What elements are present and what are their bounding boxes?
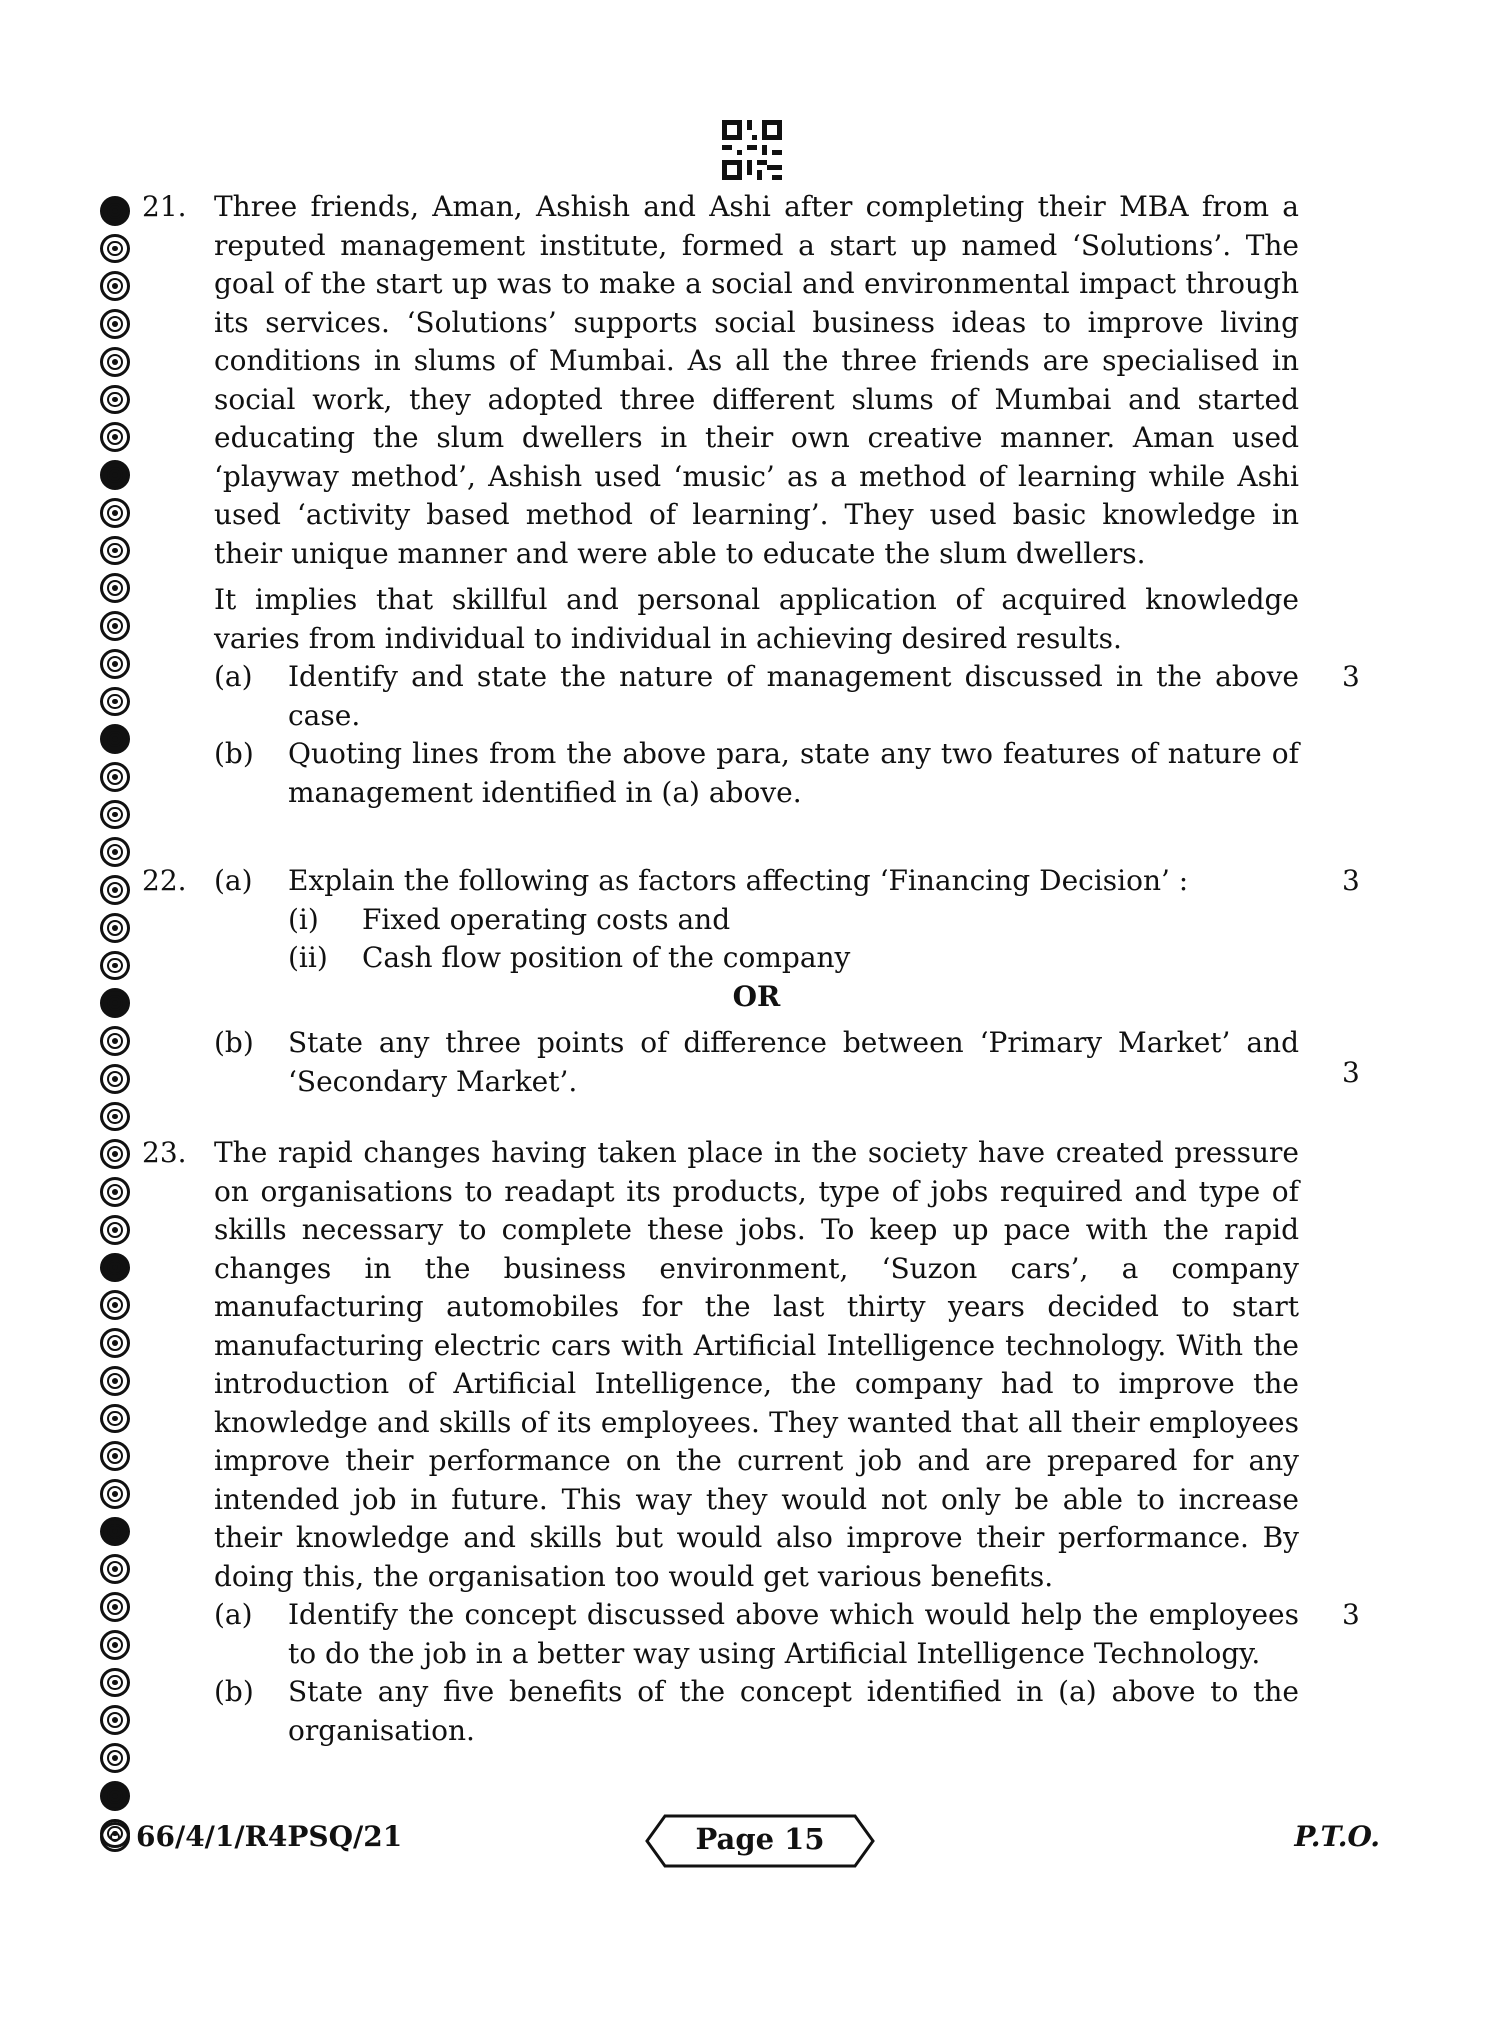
sub-question-label: (b) bbox=[214, 737, 254, 770]
circle-mark-icon bbox=[100, 800, 130, 830]
sub-item-ii bbox=[288, 939, 1299, 978]
circle-mark-icon bbox=[100, 1177, 130, 1207]
margin-circle-rail bbox=[96, 192, 136, 1852]
circle-mark-icon bbox=[100, 385, 130, 415]
marks: 3 bbox=[1342, 1598, 1360, 1631]
question-number: 22. bbox=[142, 864, 187, 897]
circle-mark-icon bbox=[100, 422, 130, 452]
sub-item-text: Cash flow position of the company bbox=[362, 941, 851, 974]
circle-mark-icon bbox=[100, 951, 130, 981]
circle-mark-icon bbox=[100, 1479, 130, 1509]
circle-mark-icon bbox=[100, 196, 130, 226]
question-paragraph: The rapid changes having taken place in the society have created pressure on organisations to readapt its products, type of jobs required and type of skills necessary to complete these jobs. To keep up pace with the rapid changes in the business environment, ‘Suzon cars’, a company manufacturing automobiles for the last thirty years decided to start manufacturing electric cars with Artificial Intelligence technology. With the introduction of Artificial Intelligence, the company had to improve the knowledge and skills of its employees. They wanted that all their employees improve their performance on the current job and are prepared for any intended job in future. This way they would not only be able to increase their knowledge and skills but would also improve their performance. By doing this, the organisation too would get various benefits. bbox=[214, 1136, 1299, 1593]
question-23 bbox=[142, 1134, 1372, 1750]
circle-mark-icon bbox=[100, 1290, 130, 1320]
circle-mark-icon bbox=[100, 1026, 130, 1056]
qr-code-icon bbox=[722, 120, 782, 180]
circle-mark-icon bbox=[100, 988, 130, 1018]
circle-mark-icon bbox=[100, 1705, 130, 1735]
circle-mark-icon bbox=[100, 1366, 130, 1396]
circle-mark-icon bbox=[100, 536, 130, 566]
paper-code-text: 66/4/1/R4PSQ/21 bbox=[136, 1820, 403, 1853]
question-content bbox=[142, 188, 1372, 1750]
circle-mark-icon bbox=[100, 1781, 130, 1811]
question-number: 23. bbox=[142, 1136, 187, 1169]
page-footer bbox=[100, 1814, 1380, 1868]
circle-mark-icon bbox=[100, 649, 130, 679]
sub-question-a bbox=[214, 862, 1299, 901]
sub-item-i bbox=[288, 901, 1299, 940]
circle-mark-icon bbox=[100, 573, 130, 603]
circle-mark-icon bbox=[100, 913, 130, 943]
circle-mark-icon bbox=[100, 460, 130, 490]
circle-mark-icon bbox=[100, 234, 130, 264]
sub-question-label: (a) bbox=[214, 864, 253, 897]
sub-question-label: (a) bbox=[214, 660, 253, 693]
marks: 3 bbox=[1342, 660, 1360, 693]
question-21 bbox=[142, 188, 1372, 836]
question-paragraph: Three friends, Aman, Ashish and Ashi after completing their MBA from a reputed management institute, formed a start up named ‘Solutions’. The goal of the start up was to make a social and environmental impact through its services. ‘Solutions’ supports social business ideas to improve living conditions in slums of Mumbai. As all the three friends are specialised in social work, they adopted three different slums of Mumbai and started educating the slum dwellers in their own creative manner. Aman used ‘playway method’, Ashish used ‘music’ as a method of learning while Ashi used ‘activity based method of learning’. They used basic knowledge in their unique manner and were able to educate the slum dwellers. bbox=[214, 190, 1299, 570]
circle-mark-icon bbox=[100, 1441, 130, 1471]
or-divider: OR bbox=[732, 979, 781, 1013]
sub-question-text: Identify the concept discussed above which would help the employees to do the job in a better way using Artificial Intelligence Technology. bbox=[288, 1598, 1299, 1670]
circle-mark-icon bbox=[100, 1668, 130, 1698]
sub-question-b bbox=[214, 1024, 1299, 1101]
sub-item-label: (ii) bbox=[288, 941, 328, 974]
sub-question-text: Identify and state the nature of management discussed in the above case. bbox=[288, 660, 1299, 732]
circle-mark-icon bbox=[100, 1743, 130, 1773]
circle-mark-icon bbox=[100, 875, 130, 905]
circle-mark-icon bbox=[100, 1253, 130, 1283]
sub-question-a bbox=[214, 658, 1299, 735]
pto-label: P.T.O. bbox=[1294, 1820, 1380, 1853]
circle-mark-icon bbox=[100, 271, 130, 301]
circle-mark-icon bbox=[100, 837, 130, 867]
paper-code bbox=[100, 1820, 402, 1853]
circle-mark-icon bbox=[100, 1404, 130, 1434]
circle-mark-icon bbox=[100, 1328, 130, 1358]
circle-mark-icon bbox=[100, 1630, 130, 1660]
sub-question-b bbox=[214, 1673, 1299, 1750]
circle-mark-icon bbox=[100, 762, 130, 792]
sub-question-b bbox=[214, 735, 1299, 812]
question-paragraph: It implies that skillful and personal application of acquired knowledge varies from individual to individual in achieving desired results. bbox=[214, 583, 1299, 655]
circle-mark-icon bbox=[100, 1102, 130, 1132]
circle-mark-icon bbox=[100, 1517, 130, 1547]
sub-item-label: (i) bbox=[288, 902, 319, 936]
sub-question-text: Quoting lines from the above para, state any two features of nature of management identified in (a) above. bbox=[288, 737, 1299, 809]
circle-mark-icon bbox=[100, 1592, 130, 1622]
question-22 bbox=[142, 862, 1372, 1126]
circle-mark-icon bbox=[100, 1822, 130, 1852]
sub-question-text: Explain the following as factors affecting ‘Financing Decision’ : bbox=[288, 864, 1189, 897]
marks: 3 bbox=[1342, 864, 1360, 897]
circle-mark-icon bbox=[100, 611, 130, 641]
sub-question-label: (b) bbox=[214, 1026, 254, 1059]
circle-mark-icon bbox=[100, 498, 130, 528]
sub-question-label: (b) bbox=[214, 1675, 254, 1708]
page-number: Page 15 bbox=[695, 1822, 825, 1856]
page-number-badge bbox=[645, 1814, 875, 1868]
circle-mark-icon bbox=[100, 309, 130, 339]
circle-mark-icon bbox=[100, 1064, 130, 1094]
sub-question-text: State any three points of difference between ‘Primary Market’ and ‘Secondary Market’. bbox=[288, 1026, 1299, 1098]
circle-mark-icon bbox=[100, 1554, 130, 1584]
circle-mark-icon bbox=[100, 347, 130, 377]
sub-question-a bbox=[214, 1596, 1299, 1673]
circle-mark-icon bbox=[100, 724, 130, 754]
circle-mark-icon bbox=[100, 1215, 130, 1245]
sub-question-label: (a) bbox=[214, 1598, 253, 1631]
marks: 3 bbox=[1342, 1056, 1360, 1089]
circle-mark-icon bbox=[100, 1139, 130, 1169]
circle-mark-icon bbox=[100, 687, 130, 717]
question-number: 21. bbox=[142, 190, 187, 223]
sub-item-text: Fixed operating costs and bbox=[362, 902, 731, 936]
sub-question-text: State any five benefits of the concept identified in (a) above to the organisation. bbox=[288, 1675, 1299, 1747]
